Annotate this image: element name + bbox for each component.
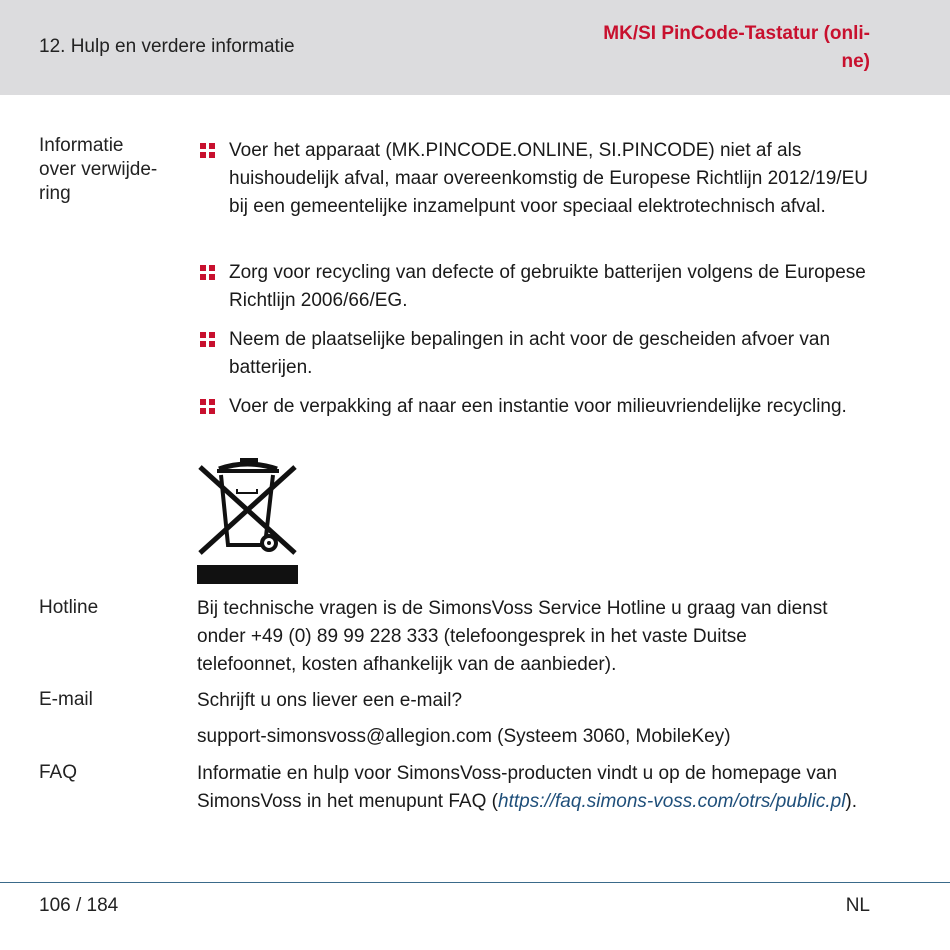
document-title-line1: MK/SI PinCode-Tastatur (onli- xyxy=(603,23,870,44)
disposal-label-line: Informatie xyxy=(39,135,124,156)
bullet-icon xyxy=(200,265,216,281)
email-label: E-mail xyxy=(39,689,93,710)
faq-text xyxy=(197,760,869,816)
page-header xyxy=(0,0,950,95)
bullet-text: Voer de verpakking af naar een instantie voor milieuvriendelijke recycling. xyxy=(229,396,847,417)
language-code: NL xyxy=(845,895,870,916)
disposal-label-line: over verwijde- xyxy=(39,159,158,180)
section-title: 12. Hulp en verdere informatie xyxy=(39,36,295,57)
faq-text-after: ). xyxy=(845,791,858,812)
bullet-icon xyxy=(200,399,216,415)
crossed-out-wheelie-bin-icon xyxy=(197,457,298,585)
bullet-text: Voer het apparaat (MK.PINCODE.ONLINE, SI.PINCODE) niet af als huishoudelijk afval, maar overeenkomstig de Europese Richtlijn 2012/19/EU bij een gemeentelijke inzamelpunt voor speciaal elektrotechnisch afval. xyxy=(229,140,868,217)
bullet-text: Zorg voor recycling van defecte of gebruikte batterijen volgens de Europese Richtlijn 2006/66/EG. xyxy=(229,262,866,311)
email-address[interactable]: support-simonsvoss@allegion.com (Systeem 3060, MobileKey) xyxy=(197,726,731,747)
footer-divider xyxy=(0,882,950,883)
bullet-text: Neem de plaatselijke bepalingen in acht voor de gescheiden afvoer van batterijen. xyxy=(229,329,831,378)
disposal-label xyxy=(39,134,157,206)
page-number: 106 / 184 xyxy=(39,895,119,916)
document-title xyxy=(550,20,870,76)
email-prompt: Schrijft u ons liever een e-mail? xyxy=(197,690,463,711)
hotline-label: Hotline xyxy=(39,597,99,618)
faq-label: FAQ xyxy=(39,762,78,783)
bullet-icon xyxy=(200,332,216,348)
hotline-text: Bij technische vragen is de SimonsVoss Service Hotline u graag van dienst onder +49 (0) 89 99 228 333 (telefoongesprek in het vaste Duitse telefoonnet, kosten afhankelijk van de aanbieder). xyxy=(197,598,828,675)
faq-text-before: Informatie en hulp voor SimonsVoss-producten vindt u op de homepage van SimonsVoss in het menupunt FAQ ( xyxy=(197,763,838,812)
bullet-icon xyxy=(200,143,216,159)
document-title-line2: ne) xyxy=(841,51,870,72)
faq-link[interactable]: https://faq.simons-voss.com/otrs/public.pl xyxy=(498,791,846,812)
disposal-label-line: ring xyxy=(39,183,71,204)
